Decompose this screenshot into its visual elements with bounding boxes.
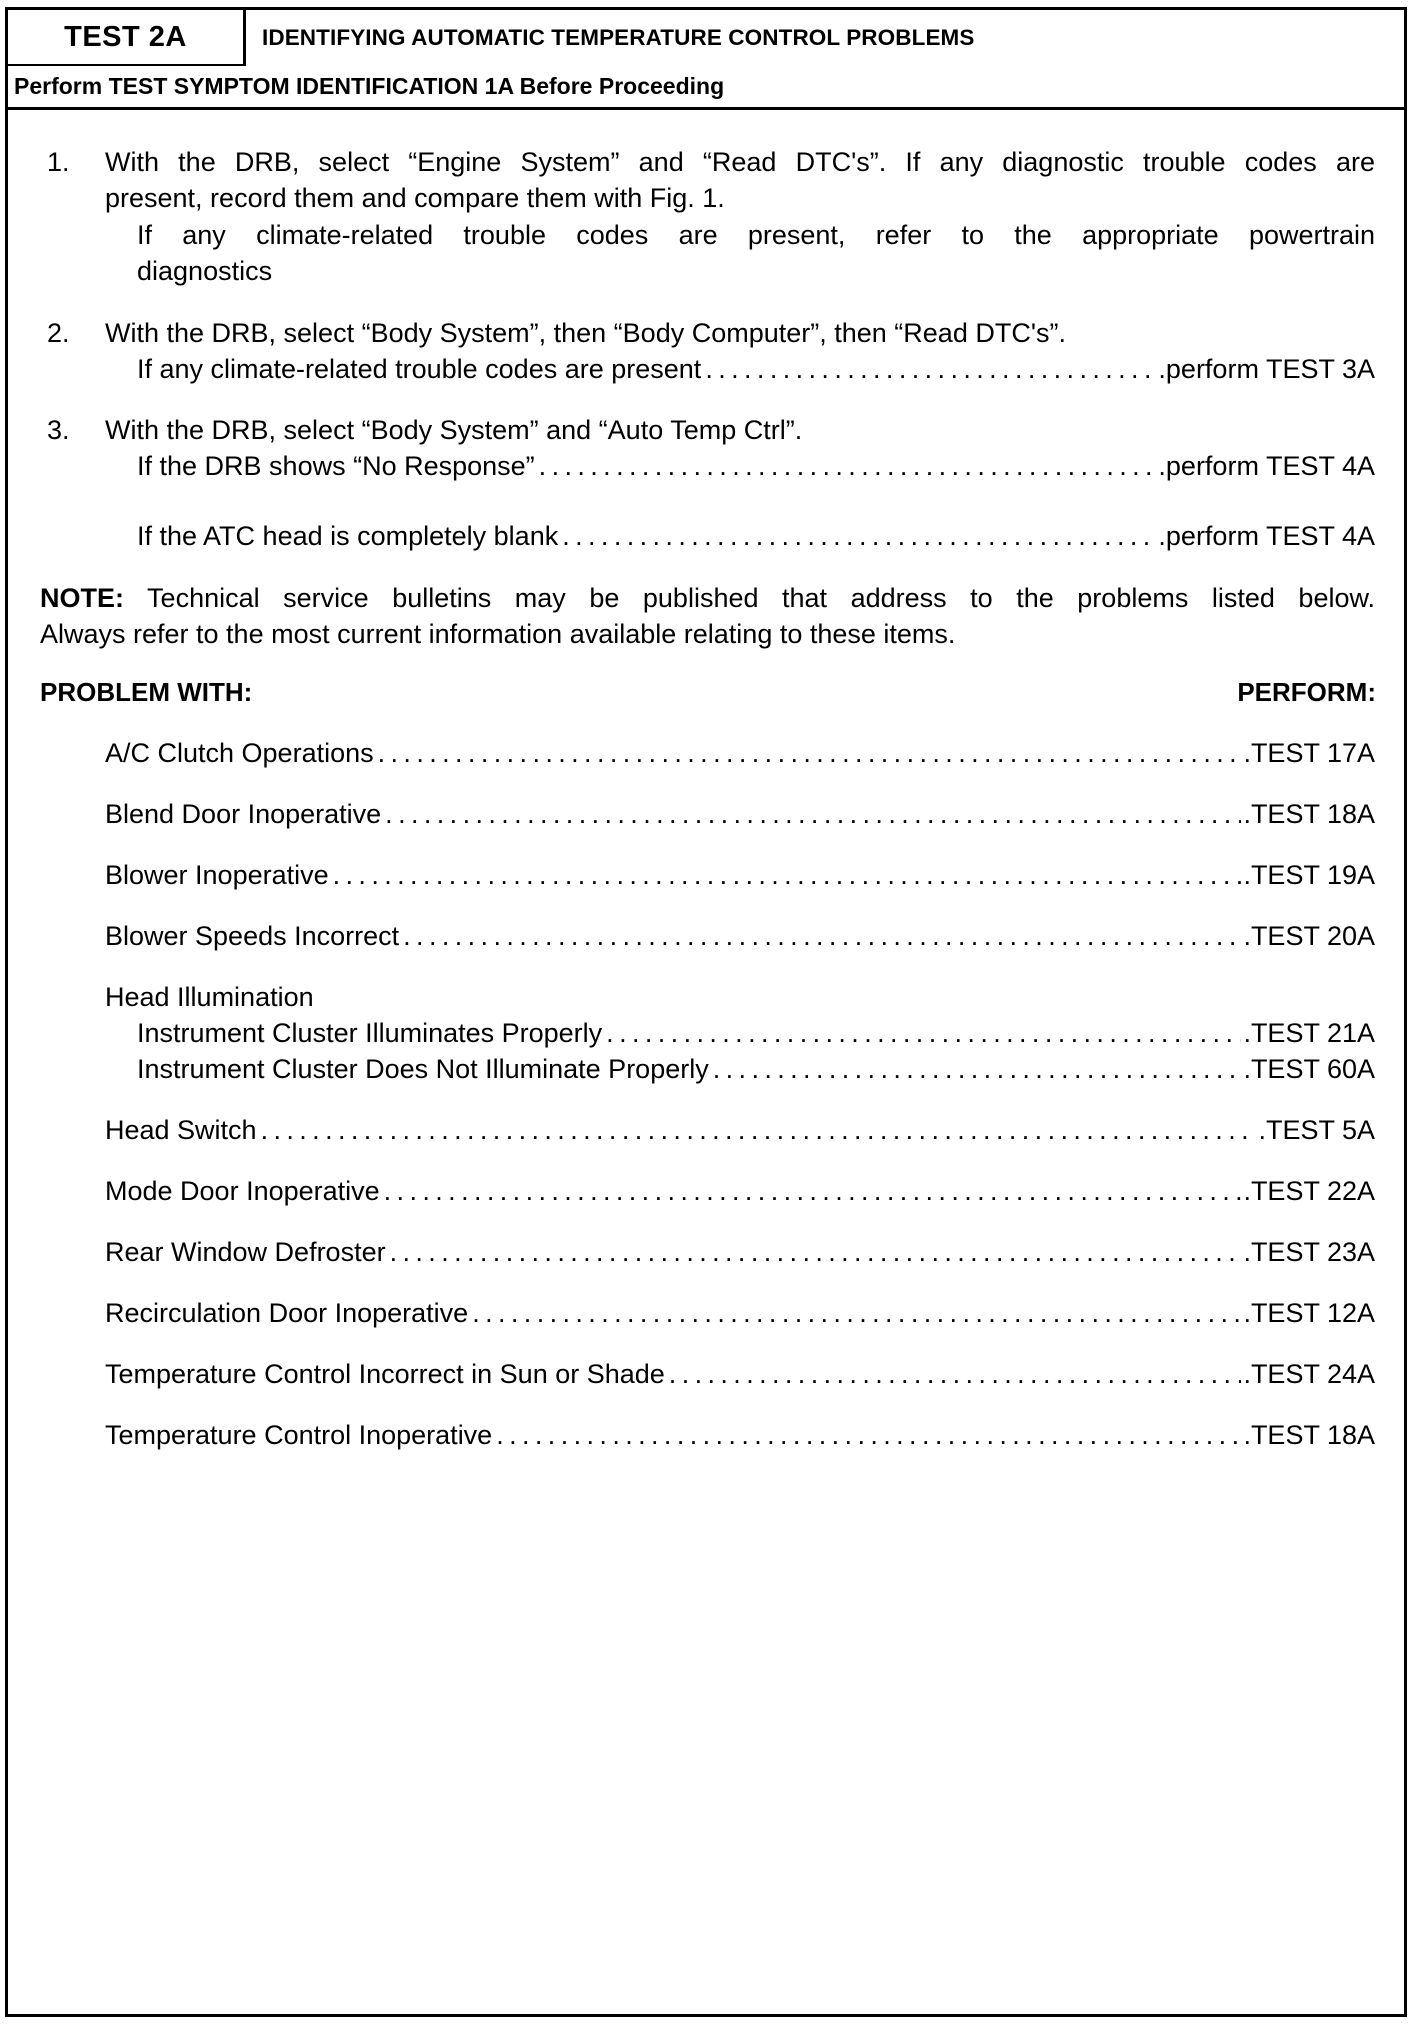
condition-text: If the DRB shows “No Response” xyxy=(137,451,535,481)
test-link[interactable]: .TEST 12A xyxy=(1243,1298,1375,1328)
dot-leader xyxy=(713,1052,1242,1086)
note-line xyxy=(40,581,1375,615)
dot-leader xyxy=(705,352,1156,386)
problem-row xyxy=(105,919,1375,953)
action-link[interactable]: .perform TEST 4A xyxy=(1158,451,1375,481)
test-link[interactable]: .TEST 18A xyxy=(1243,1420,1375,1450)
step-text-line: With the DRB, select “Body System”, then “Body Computer”, then “Read DTC's”. xyxy=(105,318,1066,348)
problem-sub-row xyxy=(137,1052,1375,1086)
step-sub-text-line: diagnostics xyxy=(137,256,273,286)
condition-text: If the ATC head is completely blank xyxy=(137,521,559,551)
step-number: 1. xyxy=(47,147,70,177)
test-link[interactable]: .TEST 5A xyxy=(1258,1115,1375,1145)
problem-label: Instrument Cluster Does Not Illuminate Properly xyxy=(137,1054,709,1084)
step-text-line: present, record them and compare them with Fig. 1. xyxy=(105,183,725,213)
test-link[interactable]: .TEST 23A xyxy=(1243,1237,1375,1267)
problem-row xyxy=(105,736,1375,770)
test-link[interactable]: .TEST 21A xyxy=(1243,1018,1375,1048)
prerequisite-text: Perform TEST SYMPTOM IDENTIFICATION 1A Before Proceeding xyxy=(14,73,725,99)
condition-text: If any climate-related trouble codes are present xyxy=(137,354,702,384)
dot-leader xyxy=(472,1296,1241,1330)
step-condition-row xyxy=(137,519,1375,553)
dot-leader xyxy=(385,797,1241,831)
step-text-line: With the DRB, select “Body System” and “Auto Temp Ctrl”. xyxy=(105,415,803,445)
dot-leader xyxy=(669,1357,1242,1391)
test-id-box xyxy=(8,10,246,66)
problem-label: Temperature Control Incorrect in Sun or Shade xyxy=(105,1359,665,1389)
step-text-line: With the DRB, select “Engine System” and “Read DTC's”. If any diagnostic trouble codes are xyxy=(105,147,1375,177)
note-text: Technical service bulletins may be published that address to the problems listed below. xyxy=(147,583,1375,613)
problem-row xyxy=(105,1235,1375,1269)
problem-label: Instrument Cluster Illuminates Properly xyxy=(137,1018,603,1048)
step-number: 3. xyxy=(47,415,70,445)
problem-group-label: Head Illumination xyxy=(105,982,314,1012)
problem-sub-row xyxy=(137,1016,1375,1050)
test-link[interactable]: .TEST 24A xyxy=(1243,1359,1375,1389)
problem-label: A/C Clutch Operations xyxy=(105,738,374,768)
test-link[interactable]: .TEST 17A xyxy=(1243,738,1375,768)
problem-row xyxy=(105,1357,1375,1391)
problem-label: Rear Window Defroster xyxy=(105,1237,386,1267)
test-id: TEST 2A xyxy=(64,20,187,53)
problem-row xyxy=(105,858,1375,892)
problem-label: Head Switch xyxy=(105,1115,257,1145)
action-link[interactable]: .perform TEST 3A xyxy=(1158,354,1375,384)
step-condition-row xyxy=(137,352,1375,386)
problem-label: Blend Door Inoperative xyxy=(105,799,382,829)
dot-leader xyxy=(562,519,1156,553)
problem-label: Mode Door Inoperative xyxy=(105,1176,380,1206)
problem-row xyxy=(105,1174,1375,1208)
action-link[interactable]: .perform TEST 4A xyxy=(1158,521,1375,551)
problem-label: Blower Speeds Incorrect xyxy=(105,921,400,951)
problem-with-header: PROBLEM WITH: xyxy=(40,677,253,707)
prerequisite-banner xyxy=(8,66,1404,110)
dot-leader xyxy=(261,1113,1257,1147)
step-number: 2. xyxy=(47,318,70,348)
test-link[interactable]: .TEST 19A xyxy=(1243,860,1375,890)
note-line: Always refer to the most current information available relating to these items. xyxy=(40,619,956,649)
dot-leader xyxy=(390,1235,1242,1269)
problem-label: Recirculation Door Inoperative xyxy=(105,1298,469,1328)
dot-leader xyxy=(606,1016,1241,1050)
dot-leader xyxy=(384,1174,1242,1208)
test-link[interactable]: .TEST 22A xyxy=(1243,1176,1375,1206)
problem-row xyxy=(105,1418,1375,1452)
perform-header: PERFORM: xyxy=(1237,677,1376,707)
problem-label: Temperature Control Inoperative xyxy=(105,1420,493,1450)
problem-row xyxy=(105,1296,1375,1330)
step-condition-row xyxy=(137,449,1375,483)
test-link[interactable]: .TEST 20A xyxy=(1243,921,1375,951)
dot-leader xyxy=(403,919,1241,953)
dot-leader xyxy=(378,736,1242,770)
test-link[interactable]: .TEST 18A xyxy=(1243,799,1375,829)
step-sub-text-line: If any climate-related trouble codes are present, refer to the appropriate powertrain xyxy=(137,220,1375,250)
note-label: NOTE: xyxy=(40,583,124,613)
page-title: IDENTIFYING AUTOMATIC TEMPERATURE CONTROL PROBLEMS xyxy=(262,25,975,50)
problem-row xyxy=(105,797,1375,831)
dot-leader xyxy=(496,1418,1241,1452)
problem-label: Blower Inoperative xyxy=(105,860,329,890)
dot-leader xyxy=(333,858,1242,892)
test-link[interactable]: .TEST 60A xyxy=(1243,1054,1375,1084)
dot-leader xyxy=(539,449,1157,483)
problem-row xyxy=(105,1113,1375,1147)
